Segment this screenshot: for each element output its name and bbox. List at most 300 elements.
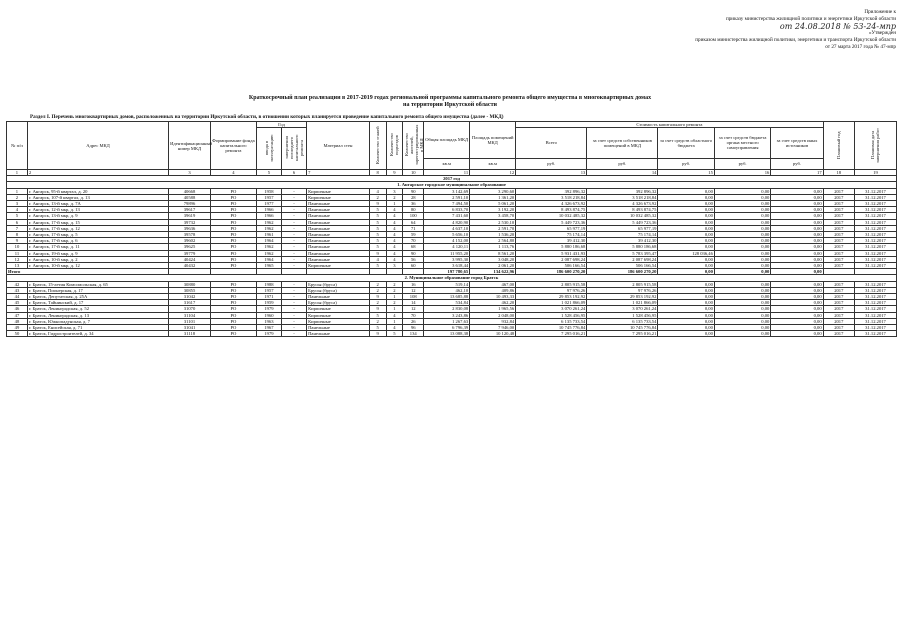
approval-line: приказом министерства жилищной политики, энергетики и транспорта Иркутской области <box>695 37 896 43</box>
table-cell: 2017 <box>823 219 854 225</box>
table-cell: 39 412,30 <box>587 238 658 244</box>
table-cell: 65 977,19 <box>516 225 587 231</box>
table-cell: РО <box>210 225 256 231</box>
table-cell: 0,00 <box>771 244 823 250</box>
table-cell: г. Ангарск, 17-й мкр, д. 12 <box>27 225 168 231</box>
table-cell: 96 <box>403 325 424 331</box>
table-cell: Кирпичные <box>307 318 370 324</box>
table-cell: 5 <box>369 312 386 318</box>
table-cell: 5 <box>369 219 386 225</box>
table-cell: 47 <box>7 312 28 318</box>
table-cell: 2017 <box>823 225 854 231</box>
table-cell: 9 <box>369 294 386 300</box>
table-cell: Брусья (бруса) <box>307 281 370 287</box>
table-cell: 7 494,50 <box>424 201 470 207</box>
table-cell: Кирпичные <box>307 263 370 269</box>
table-cell: РО <box>210 318 256 324</box>
table-cell: РО <box>210 312 256 318</box>
title-line: на территории Иркутской области <box>403 102 497 108</box>
table-cell: 5 <box>7 213 28 219</box>
table-cell: 0,00 <box>658 238 714 244</box>
table-cell: 36 <box>403 201 424 207</box>
table-cell: 0,00 <box>714 294 770 300</box>
municipality-row-cell: 2. Муниципальное образование город Братск <box>7 275 897 281</box>
table-cell: 5 061,20 <box>470 201 516 207</box>
table-cell: - <box>282 306 307 312</box>
header-plan-date: Плановая дата завершения работ <box>854 122 896 170</box>
table-cell: - <box>282 188 307 194</box>
table-cell: 1957 <box>256 287 281 293</box>
table-cell: 2017 <box>823 213 854 219</box>
table-cell: РО <box>210 188 256 194</box>
table-cell: 5 <box>369 213 386 219</box>
table-cell: 2 <box>369 281 386 287</box>
table-cell: 0,00 <box>714 318 770 324</box>
table-cell: - <box>282 294 307 300</box>
table-cell: 31.12.2017 <box>854 219 896 225</box>
table-cell: Панельные <box>307 225 370 231</box>
table-cell: - <box>282 325 307 331</box>
table-cell: г. Ангарск, 12-й мкр, д. 13 <box>27 207 168 213</box>
table-cell: 5 931 431,93 <box>516 250 587 256</box>
table-cell: г. Братск, Тайнинский, д. 17 <box>27 300 168 306</box>
table-cell: 134 622,96 <box>470 269 516 275</box>
table-cell: 2017 <box>823 244 854 250</box>
table-cell: 3 070 261,24 <box>516 306 587 312</box>
table-cell: 0,00 <box>771 238 823 244</box>
table-cell: 409,86 <box>470 287 516 293</box>
table-cell: 1 361,20 <box>470 194 516 200</box>
table-cell: 9 <box>369 306 386 312</box>
table-cell: 0,00 <box>714 250 770 256</box>
table-cell: 2017 <box>823 232 854 238</box>
table-cell: 2017 <box>823 331 854 337</box>
table-cell: Панельные <box>307 238 370 244</box>
table-cell: 0,00 <box>658 188 714 194</box>
table-cell: 2017 <box>823 300 854 306</box>
table-cell: 0,00 <box>771 213 823 219</box>
table-cell: 4 326 673,92 <box>587 201 658 207</box>
table-cell: г. Ангарск, 17-й мкр, д. 11 <box>27 244 168 250</box>
table-cell: 1979 <box>256 331 281 337</box>
table-cell: 1959 <box>256 300 281 306</box>
table-cell: - <box>282 312 307 318</box>
table-cell: 9 <box>369 201 386 207</box>
table-cell: 80 <box>403 207 424 213</box>
table-cell: РО <box>210 194 256 200</box>
table-cell: 4 820,90 <box>424 219 470 225</box>
table-cell: 13 685,88 <box>424 294 470 300</box>
table-cell: 0,00 <box>771 294 823 300</box>
table-cell: 5 <box>369 263 386 269</box>
table-cell: РО <box>210 207 256 213</box>
table-cell: 49 <box>7 325 28 331</box>
table-cell: г. Ангарск, 17-й мкр, д. 15 <box>27 219 168 225</box>
table-cell: 26 <box>403 318 424 324</box>
table-cell: 39602 <box>169 238 211 244</box>
table-cell: 4 <box>386 244 403 250</box>
table-cell: 2 830,08 <box>424 306 470 312</box>
table-cell: 31.12.2017 <box>854 238 896 244</box>
table-cell: РО <box>210 250 256 256</box>
table-cell: 0,00 <box>658 312 714 318</box>
table-cell: - <box>282 331 307 337</box>
table-cell: 1 <box>386 294 403 300</box>
table-cell: РО <box>210 219 256 225</box>
table-cell: 0,00 <box>658 244 714 250</box>
table-cell: 5 449 723,36 <box>587 219 658 225</box>
table-cell: 31.12.2017 <box>854 287 896 293</box>
table-cell: 31104 <box>169 312 211 318</box>
table-cell: 31.12.2017 <box>854 250 896 256</box>
table-cell: 0,00 <box>658 201 714 207</box>
table-cell: 5 <box>386 331 403 337</box>
table-cell: Панельные <box>307 244 370 250</box>
table-cell: 0,00 <box>714 263 770 269</box>
table-cell: - <box>282 225 307 231</box>
table-cell: 4 <box>386 207 403 213</box>
header-floors: Количество этажей <box>369 122 386 170</box>
table-cell: 31041 <box>169 325 211 331</box>
table-cell: 0,00 <box>771 232 823 238</box>
table-cell: г. Ангарск, 13-й мкр, д. 7А <box>27 201 168 207</box>
table-cell: 31.12.2017 <box>854 256 896 262</box>
table-cell: 0,00 <box>771 287 823 293</box>
table-cell: 3 192,20 <box>470 207 516 213</box>
table-cell: 2 048,00 <box>470 312 516 318</box>
table-header <box>7 122 897 170</box>
table-cell: 1 536,20 <box>470 232 516 238</box>
table-cell: 6 135 733,54 <box>587 318 658 324</box>
title-line: Краткосрочный план реализации в 2017-2019 годах региональной программы капитального ремонта общего имущества в многоквартирных домах <box>248 95 652 101</box>
table-cell: 39619 <box>169 213 211 219</box>
table-cell: 0,00 <box>771 331 823 337</box>
table-cell: 3 <box>169 170 211 176</box>
table-cell: 1962 <box>256 219 281 225</box>
table-cell: 31.12.2017 <box>854 281 896 287</box>
table-cell: 6 796,39 <box>424 325 470 331</box>
table-cell: 18 <box>823 170 854 176</box>
table-cell: 2 <box>386 281 403 287</box>
table-cell: 10 493,33 <box>470 294 516 300</box>
table-cell: 0,00 <box>658 325 714 331</box>
table-cell: 8 493 874,75 <box>516 207 587 213</box>
document-title <box>60 95 840 109</box>
table-cell: 0,00 <box>658 232 714 238</box>
table-cell: 11 955,20 <box>424 250 470 256</box>
table-cell: Панельные <box>307 201 370 207</box>
table-cell: 2 061,20 <box>470 263 516 269</box>
table-cell: 5 <box>369 238 386 244</box>
table-cell: 31.12.2017 <box>854 306 896 312</box>
table-cell: 31.12.2017 <box>854 244 896 250</box>
total-label: Итого <box>7 269 169 275</box>
table-cell: 7 295 016,21 <box>587 331 658 337</box>
table-cell: РО <box>210 325 256 331</box>
table-cell: 0,00 <box>714 219 770 225</box>
table-cell: 519,14 <box>424 281 470 287</box>
header-address: Адрес МКД <box>27 122 168 170</box>
table-cell: Панельные <box>307 325 370 331</box>
table-cell: 7 295 016,21 <box>516 331 587 337</box>
table-cell: 2 087 698,24 <box>587 256 658 262</box>
table-cell: РО <box>210 263 256 269</box>
table-cell: 2 805 915,58 <box>587 281 658 287</box>
table-cell: 31.12.2017 <box>854 318 896 324</box>
table-cell: г. Братск, Гидростроителей, д. 34 <box>27 331 168 337</box>
table-cell: 31617 <box>169 300 211 306</box>
table-cell: 3 290,60 <box>470 188 516 194</box>
table-cell: - <box>282 281 307 287</box>
table-cell: 39617 <box>169 207 211 213</box>
header-local: за счет средств бюджета органа местного самоуправления <box>714 128 770 159</box>
table-cell: г. Ангарск, 19-й мкр, д. 9 <box>27 250 168 256</box>
table-cell: 3 048,20 <box>470 256 516 262</box>
table-cell: 75 174,14 <box>587 232 658 238</box>
table-cell: - <box>282 213 307 219</box>
table-cell: 3 518 218,84 <box>587 194 658 200</box>
table-cell: 11 <box>7 250 28 256</box>
table-cell: 0,00 <box>771 225 823 231</box>
table-cell: 4 <box>386 213 403 219</box>
table-cell: 197 780,65 <box>424 269 470 275</box>
table-cell: 4 <box>386 312 403 318</box>
approval-handwritten-date: от 24.08.2018 № 53-24-мпр <box>779 22 896 31</box>
table-cell: 4 <box>386 325 403 331</box>
table-cell: 19 <box>854 170 896 176</box>
table-cell: Панельные <box>307 213 370 219</box>
section-heading: Раздел I. Перечень многоквартирных домов, расположенных на территории Иркутской области, в отношении которых планируется проведение капитального ремонта общего имущества (далее - МКД) <box>30 114 504 120</box>
table-cell: 14 <box>403 300 424 306</box>
table-cell: 1960 <box>256 312 281 318</box>
table-cell: 2017 <box>823 287 854 293</box>
table-cell: 45 <box>7 300 28 306</box>
unit-area: кв.м <box>470 158 516 169</box>
table-cell: 2 591,70 <box>470 225 516 231</box>
table-cell: 0,00 <box>658 306 714 312</box>
table-cell: 39636 <box>169 225 211 231</box>
table-cell: - <box>282 232 307 238</box>
table-cell: 5 656,10 <box>424 232 470 238</box>
table-cell: 70 <box>403 238 424 244</box>
table-cell: 39578 <box>169 232 211 238</box>
table-cell: - <box>282 194 307 200</box>
table-cell: - <box>282 219 307 225</box>
table-cell: 30855 <box>169 287 211 293</box>
table-cell: Панельные <box>307 256 370 262</box>
table-cell: 1979 <box>256 306 281 312</box>
table-cell: 2 <box>369 194 386 200</box>
table-cell: 2017 <box>823 188 854 194</box>
table-cell: Панельные <box>307 331 370 337</box>
header-num: № п/п <box>7 122 28 170</box>
table-cell: 12 <box>470 170 516 176</box>
table-cell: - <box>282 287 307 293</box>
table-cell: 0,00 <box>714 194 770 200</box>
header-living-area: Площадь помещений МКД <box>470 122 516 159</box>
table-cell: 10 120,48 <box>470 331 516 337</box>
table-cell: 1965 <box>256 263 281 269</box>
table-cell: г. Ангарск, 107-й квартал, д. 13 <box>27 194 168 200</box>
table-cell: 3 <box>7 201 28 207</box>
table-cell: 3 518 218,84 <box>516 194 587 200</box>
unit-area: кв.м <box>424 158 470 169</box>
table-cell: 31.12.2017 <box>854 300 896 306</box>
table-cell: 8 561,20 <box>470 250 516 256</box>
table-cell: 7 <box>307 170 370 176</box>
table-cell: г. Братск, 15-летия Комсомольская, д. 65 <box>27 281 168 287</box>
header-other: за счет средств иных источников <box>771 128 823 159</box>
table-cell: 5 <box>369 244 386 250</box>
table-cell: г. Ангарск, 10-й мкр, д. 12 <box>27 263 168 269</box>
year-row-cell: 2017 год <box>7 176 897 182</box>
table-cell: РО <box>210 256 256 262</box>
header-owners: за счет средств собственников помещений в МКД <box>587 128 658 159</box>
table-cell: Панельные <box>307 219 370 225</box>
table-cell: 2 564,80 <box>470 238 516 244</box>
table-cell: 2 530,10 <box>470 219 516 225</box>
table-cell: 9 <box>7 238 28 244</box>
table-cell: 2017 <box>823 318 854 324</box>
table-cell: 2017 <box>823 194 854 200</box>
table-cell: 60 <box>403 263 424 269</box>
table-cell: 13 <box>516 170 587 176</box>
table-cell: 1 <box>7 170 28 176</box>
table-cell: 2017 <box>823 325 854 331</box>
table-cell: 0,00 <box>658 331 714 337</box>
table-cell: 5 <box>369 232 386 238</box>
table-cell: 0,00 <box>771 306 823 312</box>
table-cell: 392 896,32 <box>516 188 587 194</box>
table-cell: 4 <box>386 238 403 244</box>
table-cell: 6 <box>282 170 307 176</box>
table-cell: 8 493 874,75 <box>587 207 658 213</box>
table-cell: 0,00 <box>771 194 823 200</box>
approval-line: приказу министерства жилищной политики и энергетики Иркутской области <box>725 16 896 22</box>
table-cell: 39779 <box>169 250 211 256</box>
table-cell: 2017 <box>823 256 854 262</box>
table-cell: 0,00 <box>714 213 770 219</box>
table-cell: 0,00 <box>714 244 770 250</box>
table-cell: 42 <box>7 281 28 287</box>
table-cell: РО <box>210 331 256 337</box>
table-cell: 0,00 <box>771 325 823 331</box>
table-cell: Брусья (бруса) <box>307 300 370 306</box>
table-cell: 56 <box>403 256 424 262</box>
table-cell: 31.12.2017 <box>854 213 896 219</box>
table-cell: 40588 <box>169 194 211 200</box>
table-cell: г. Братск, Енисейская, д. 71 <box>27 325 168 331</box>
table-cell: 0,00 <box>658 207 714 213</box>
table-cell: 100 <box>403 213 424 219</box>
table-cell: г. Братск, Южнопадунская, д. 7 <box>27 318 168 324</box>
table-cell: 6 135 733,54 <box>516 318 587 324</box>
table-cell: 31.12.2017 <box>854 207 896 213</box>
table-cell: 6 833,70 <box>424 207 470 213</box>
table-cell: 4 <box>386 250 403 256</box>
table-cell: 68 <box>403 244 424 250</box>
table-cell: 0,00 <box>714 201 770 207</box>
table-cell: 5 <box>369 325 386 331</box>
header-regional: за счет средств областного бюджета <box>658 128 714 159</box>
table-cell: 90 <box>403 250 424 256</box>
table-cell: 0,00 <box>658 287 714 293</box>
table-cell: 0,00 <box>771 281 823 287</box>
table-cell: 8 <box>369 170 386 176</box>
table-cell: 39625 <box>169 244 211 250</box>
unit-rub: руб. <box>771 158 823 169</box>
table-cell: 1 021 866,09 <box>587 300 658 306</box>
table-cell: 4 120,11 <box>424 244 470 250</box>
table-cell: 0,00 <box>714 300 770 306</box>
table-cell: 12 <box>403 287 424 293</box>
header-cost-group: Стоимость капитального ремонта <box>516 122 823 128</box>
table-cell: 44 <box>7 294 28 300</box>
table-cell: 0,00 <box>771 256 823 262</box>
table-cell: - <box>282 318 307 324</box>
table-cell: РО <box>210 306 256 312</box>
table-cell: 9 <box>386 170 403 176</box>
table-cell: 2 805 915,58 <box>516 281 587 287</box>
table-cell: 2 <box>369 300 386 306</box>
table-cell: 10 745 776,84 <box>587 325 658 331</box>
table-cell: 2 <box>386 194 403 200</box>
table-cell: 2 <box>386 287 403 293</box>
table-cell: 48 <box>7 318 28 324</box>
table-cell: Панельные <box>307 250 370 256</box>
table-cell: 7 431,60 <box>424 213 470 219</box>
table-cell: 31.12.2017 <box>854 201 896 207</box>
table-cell: 5 880 186,68 <box>516 244 587 250</box>
table-cell: 0,00 <box>771 219 823 225</box>
table-cell: г. Ангарск, 95-й квартал, д. 20 <box>27 188 168 194</box>
table-cell: 4 <box>386 219 403 225</box>
table-cell: РО <box>210 287 256 293</box>
table-cell: г. Ангарск, 17-й мкр, д. 5 <box>27 232 168 238</box>
table-cell: 0,00 <box>714 238 770 244</box>
table-cell: 2017 <box>823 294 854 300</box>
table-cell: 0,00 <box>771 318 823 324</box>
table-cell: 0,00 <box>658 194 714 200</box>
table-cell: РО <box>210 244 256 250</box>
table-cell: 1 021 866,09 <box>516 300 587 306</box>
table-cell: 1977 <box>256 201 281 207</box>
table-cell: РО <box>210 232 256 238</box>
table-cell: 31.12.2017 <box>854 325 896 331</box>
approval-line: «Утвержден <box>868 30 896 36</box>
table-cell: 79896 <box>169 201 211 207</box>
table-cell: 2017 <box>823 312 854 318</box>
table-cell: 2017 <box>823 207 854 213</box>
table-cell: 467,00 <box>470 281 516 287</box>
table-cell: 8 <box>7 232 28 238</box>
table-cell: 75 174,14 <box>516 232 587 238</box>
table-cell: 0,00 <box>771 188 823 194</box>
table-cell: 31.12.2017 <box>854 188 896 194</box>
table-cell: 29 853 192,92 <box>516 294 587 300</box>
table-cell: 31.12.2017 <box>854 194 896 200</box>
table-cell: 1967 <box>256 325 281 331</box>
table-cell: 31.12.2017 <box>854 294 896 300</box>
table-cell: 28 <box>403 194 424 200</box>
table-row <box>7 331 897 337</box>
table-cell: 9 <box>369 331 386 337</box>
table-cell: 1 528 456,95 <box>587 312 658 318</box>
table-cell: 0,00 <box>658 294 714 300</box>
table-cell: 2017 <box>823 238 854 244</box>
table-cell: 0,00 <box>714 256 770 262</box>
table-cell: Кирпичные <box>307 312 370 318</box>
